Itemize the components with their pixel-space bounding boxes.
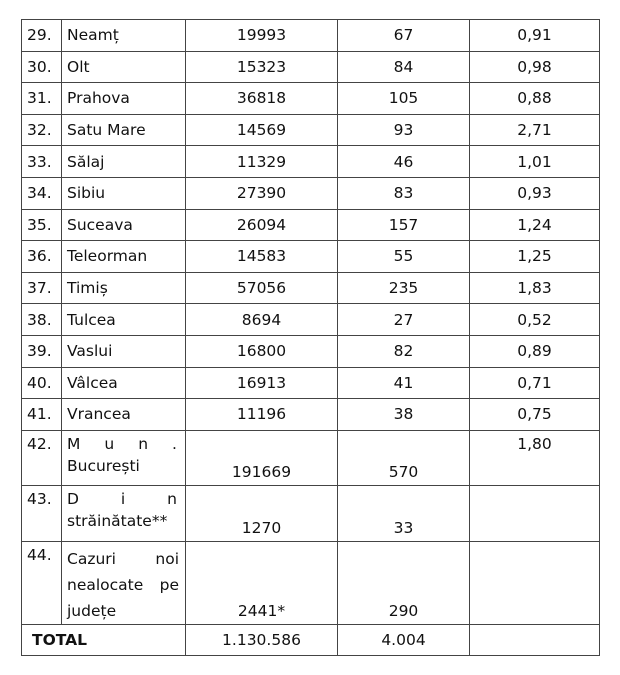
row-col5: 0,71 — [470, 367, 600, 399]
row-col4: 38 — [338, 399, 470, 431]
row-col5: 1,25 — [470, 241, 600, 273]
row-cases: 2441* — [186, 541, 338, 624]
row-name: Tulcea — [62, 304, 186, 336]
row-name: Suceava — [62, 209, 186, 241]
table-row — [22, 399, 600, 431]
row-col5: 0,93 — [470, 177, 600, 209]
table-row — [22, 20, 600, 52]
row-col5: 0,52 — [470, 304, 600, 336]
row-col4: 82 — [338, 335, 470, 367]
table-row — [22, 83, 600, 115]
row-number: 36. — [22, 241, 62, 273]
row-col5: 2,71 — [470, 114, 600, 146]
row-cases: 57056 — [186, 272, 338, 304]
row-number: 32. — [22, 114, 62, 146]
row-name: Timiș — [62, 272, 186, 304]
row-col5: 0,89 — [470, 335, 600, 367]
row-cases: 16800 — [186, 335, 338, 367]
row-cases: 191669 — [186, 430, 338, 485]
total-cases: 1.130.586 — [186, 624, 338, 655]
row-col4: 67 — [338, 20, 470, 52]
table-row — [22, 367, 600, 399]
row-col4: 157 — [338, 209, 470, 241]
row-col4: 27 — [338, 304, 470, 336]
total-col5 — [470, 624, 600, 655]
table-row — [22, 209, 600, 241]
row-cases: 14569 — [186, 114, 338, 146]
row-col5: 0,91 — [470, 20, 600, 52]
row-cases: 14583 — [186, 241, 338, 273]
row-col4: 93 — [338, 114, 470, 146]
row-name: Vaslui — [62, 335, 186, 367]
row-cases: 11196 — [186, 399, 338, 431]
row-name: Vâlcea — [62, 367, 186, 399]
row-number: 39. — [22, 335, 62, 367]
row-cases: 16913 — [186, 367, 338, 399]
row-number: 40. — [22, 367, 62, 399]
table-row — [22, 241, 600, 273]
table-row — [22, 114, 600, 146]
row-col4: 46 — [338, 146, 470, 178]
row-name: Teleorman — [62, 241, 186, 273]
row-number: 35. — [22, 209, 62, 241]
table-body — [22, 20, 600, 431]
county-cases-table — [21, 19, 600, 656]
total-label: TOTAL — [22, 624, 186, 655]
row-cases: 26094 — [186, 209, 338, 241]
table-row — [22, 430, 600, 485]
table-row — [22, 485, 600, 541]
row-cases: 36818 — [186, 83, 338, 115]
row-number: 33. — [22, 146, 62, 178]
row-col5: 0,75 — [470, 399, 600, 431]
row-col5: 1,01 — [470, 146, 600, 178]
row-name: Sibiu — [62, 177, 186, 209]
row-number: 43. — [22, 485, 62, 541]
name-line-spaced: M u n . — [67, 434, 177, 453]
row-col4: 55 — [338, 241, 470, 273]
row-name: Cazuri noi nealocate pe județe — [62, 541, 186, 624]
row-col5: 1,83 — [470, 272, 600, 304]
row-cases: 11329 — [186, 146, 338, 178]
row-col4: 235 — [338, 272, 470, 304]
row-col4: 41 — [338, 367, 470, 399]
row-col4: 105 — [338, 83, 470, 115]
row-number: 41. — [22, 399, 62, 431]
row-col4: 290 — [338, 541, 470, 624]
total-col4: 4.004 — [338, 624, 470, 655]
row-number: 34. — [22, 177, 62, 209]
row-cases: 19993 — [186, 20, 338, 52]
row-cases: 15323 — [186, 51, 338, 83]
table-row — [22, 335, 600, 367]
table-row — [22, 51, 600, 83]
row-col4: 33 — [338, 485, 470, 541]
table-row — [22, 272, 600, 304]
row-name: Prahova — [62, 83, 186, 115]
row-number: 31. — [22, 83, 62, 115]
row-number: 29. — [22, 20, 62, 52]
row-number: 44. — [22, 541, 62, 624]
row-cases: 1270 — [186, 485, 338, 541]
table-row — [22, 541, 600, 624]
row-name: D i n străinătate** — [62, 485, 186, 541]
table-row — [22, 304, 600, 336]
row-col4: 84 — [338, 51, 470, 83]
row-name: Satu Mare — [62, 114, 186, 146]
row-number: 42. — [22, 430, 62, 485]
name-line-spaced: D i n — [67, 489, 177, 508]
table-row — [22, 177, 600, 209]
row-col5: 1,24 — [470, 209, 600, 241]
row-number: 37. — [22, 272, 62, 304]
total-row — [22, 624, 600, 655]
row-number: 30. — [22, 51, 62, 83]
row-name: M u n . București — [62, 430, 186, 485]
row-name: Sălaj — [62, 146, 186, 178]
row-col5 — [470, 485, 600, 541]
row-name: Vrancea — [62, 399, 186, 431]
row-col4: 570 — [338, 430, 470, 485]
row-name: Olt — [62, 51, 186, 83]
row-cases: 8694 — [186, 304, 338, 336]
row-cases: 27390 — [186, 177, 338, 209]
table-row — [22, 146, 600, 178]
row-col5: 0,98 — [470, 51, 600, 83]
row-col5: 1,80 — [470, 430, 600, 485]
row-name: Neamț — [62, 20, 186, 52]
special-rows — [22, 430, 600, 655]
row-col5: 0,88 — [470, 83, 600, 115]
row-number: 38. — [22, 304, 62, 336]
row-col4: 83 — [338, 177, 470, 209]
row-col5 — [470, 541, 600, 624]
